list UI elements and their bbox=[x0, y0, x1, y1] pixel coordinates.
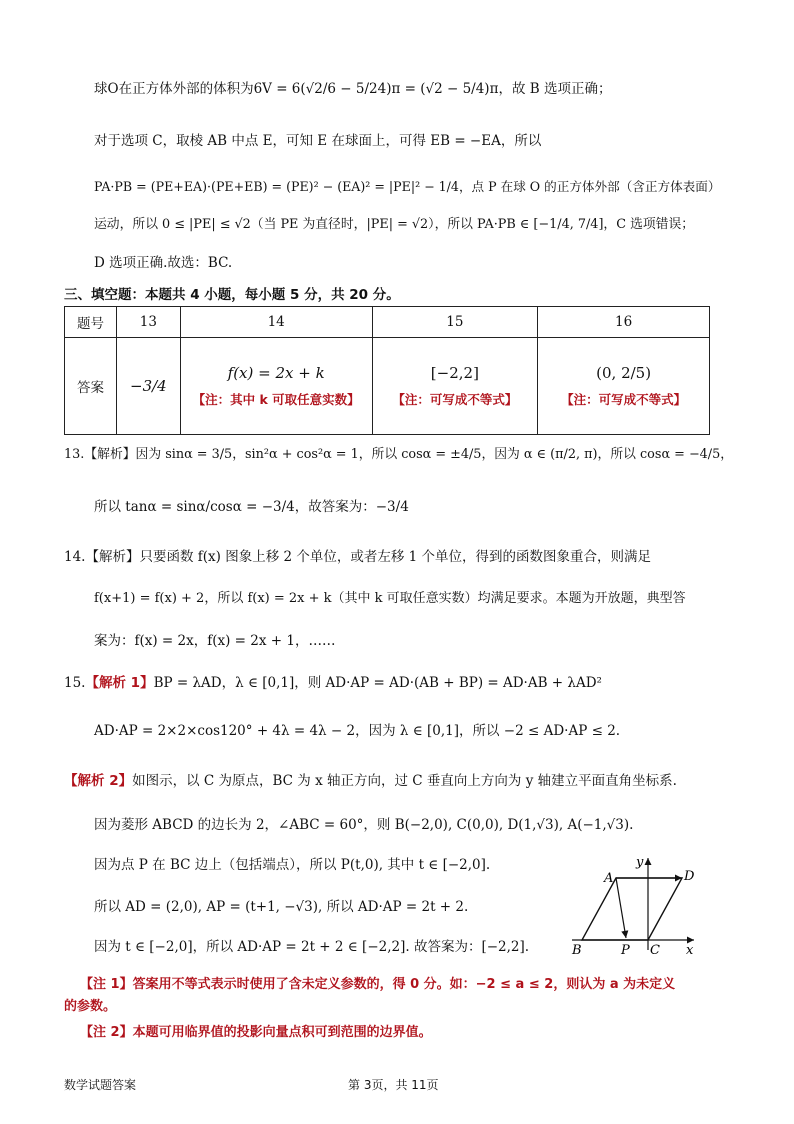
number-cell-14: 14 bbox=[180, 307, 372, 338]
text-line-option-c: 对于选项 C，取棱 AB 中点 E，可知 E 在球面上，可得 EB = −EA，所以 bbox=[94, 133, 542, 149]
q15-solution-2-tag: 【解析 2】 bbox=[64, 773, 133, 789]
rhombus-figure bbox=[566, 852, 706, 956]
q13-line-2: 所以 tanα = sinα/cosα = −3/4，故答案为：−3/4 bbox=[94, 499, 409, 515]
answer-cell-16 bbox=[538, 338, 710, 435]
q15-line-5: 因为点 P 在 BC 边上（包括端点），所以 P(t,0), 其中 t ∈ [−2,0]. bbox=[94, 857, 491, 873]
rhombus-abcd bbox=[582, 878, 682, 940]
note-14: 【注：其中 k 可取任意实数】 bbox=[192, 392, 360, 407]
vector-ap bbox=[616, 878, 626, 938]
answer-label-cell: 答案 bbox=[65, 338, 117, 435]
answer-table bbox=[64, 306, 710, 435]
q15-line-7: 因为 t ∈ [−2,0]，所以 AD·AP = 2t + 2 ∈ [−2,2]. 故答案为：[−2,2]. bbox=[94, 939, 530, 955]
q15-solution-2-body: 如图示，以 C 为原点，BC 为 x 轴正方向，过 C 垂直向上方向为 y 轴建立平面直角坐标系. bbox=[132, 773, 677, 789]
q15-line-1 bbox=[64, 674, 602, 692]
label-y: y bbox=[636, 855, 644, 870]
q15-line-6: 所以 AD = (2,0), AP = (t+1, −√3), 所以 AD·AP = 2t + 2. bbox=[94, 899, 469, 915]
section-heading-fill-in: 三、填空题：本题共 4 小题，每小题 5 分，共 20 分。 bbox=[64, 287, 400, 303]
text-line-ball-volume: 球O在正方体外部的体积为6V = 6(√2/6 − 5/24)π = (√2 − 5/4)π，故 B 选项正确； bbox=[94, 81, 612, 97]
answer-13: −3/4 bbox=[130, 377, 167, 395]
label-a: A bbox=[604, 871, 614, 886]
note-1-line-2: 的参数。 bbox=[64, 999, 117, 1014]
q15-solution-2-line bbox=[64, 772, 677, 790]
answer-14: f(x) = 2x + k bbox=[227, 364, 325, 382]
text-line-range: 运动，所以 0 ≤ |PE| ≤ √2（当 PE 为直径时，|PE| = √2），所以 PA·PB ∈ [−1/4, 7/4]，C 选项错误； bbox=[94, 217, 695, 232]
q13-line-1: 13.【解析】因为 sinα = 3/5，sin²α + cos²α = 1，所以 cosα = ±4/5，因为 α ∈ (π/2, π)，所以 cosα = −4/5， bbox=[64, 447, 734, 462]
note-1-line-1: 【注 1】答案用不等式表示时使用了含未定义参数的，得 0 分。如：−2 ≤ a ≤ 2，则认为 a 为未定义 bbox=[80, 977, 676, 992]
answer-cell-15 bbox=[372, 338, 538, 435]
note-15: 【注：可写成不等式】 bbox=[392, 392, 518, 407]
q15-number: 15. bbox=[64, 675, 86, 691]
header-label-cell: 题号 bbox=[65, 307, 117, 338]
q14-line-2: f(x+1) = f(x) + 2，所以 f(x) = 2x + k（其中 k 可取任意实数）均满足要求。本题为开放题，典型答 bbox=[94, 591, 686, 606]
number-cell-16: 16 bbox=[538, 307, 710, 338]
text-line-conclusion: D 选项正确.故选：BC. bbox=[94, 255, 233, 271]
number-cell-13: 13 bbox=[116, 307, 180, 338]
answer-cell-14 bbox=[180, 338, 372, 435]
answer-cell-13 bbox=[116, 338, 180, 435]
label-b: B bbox=[572, 943, 582, 956]
q14-line-3: 案为：f(x) = 2x，f(x) = 2x + 1，…… bbox=[94, 633, 336, 649]
label-x: x bbox=[686, 943, 694, 956]
page-number: 第 3页，共 11页 bbox=[348, 1078, 439, 1092]
q15-line-4: 因为菱形 ABCD 的边长为 2，∠ABC = 60°，则 B(−2,0), C(0,0), D(1,√3), A(−1,√3). bbox=[94, 817, 634, 833]
label-p: P bbox=[621, 943, 630, 956]
answer-15: [−2,2] bbox=[430, 364, 479, 382]
q15-solution-1-tag: 【解析 1】 bbox=[85, 675, 154, 691]
label-c: C bbox=[650, 943, 660, 956]
q15-solution-1-body: BP = λAD，λ ∈ [0,1]，则 AD·AP = AD·(AB + BP) = AD·AB + λAD² bbox=[153, 675, 602, 691]
footer-title: 数学试题答案 bbox=[64, 1078, 137, 1092]
note-2: 【注 2】本题可用临界值的投影向量点积可到范围的边界值。 bbox=[80, 1025, 432, 1040]
label-d: D bbox=[684, 869, 695, 884]
q15-line-2: AD·AP = 2×2×cos120° + 4λ = 4λ − 2，因为 λ ∈ [0,1]，所以 −2 ≤ AD·AP ≤ 2. bbox=[94, 723, 621, 739]
answer-16: (0, 2/5) bbox=[596, 364, 652, 382]
q14-line-1: 14.【解析】只要函数 f(x) 图象上移 2 个单位，或者左移 1 个单位，得到的函数图象重合，则满足 bbox=[64, 549, 652, 565]
number-cell-15: 15 bbox=[372, 307, 538, 338]
text-line-dot-product: PA·PB = (PE+EA)·(PE+EB) = (PE)² − (EA)² = |PE|² − 1/4，点 P 在球 O 的正方体外部（含正方体表面） bbox=[94, 179, 721, 194]
note-16: 【注：可写成不等式】 bbox=[561, 392, 687, 407]
